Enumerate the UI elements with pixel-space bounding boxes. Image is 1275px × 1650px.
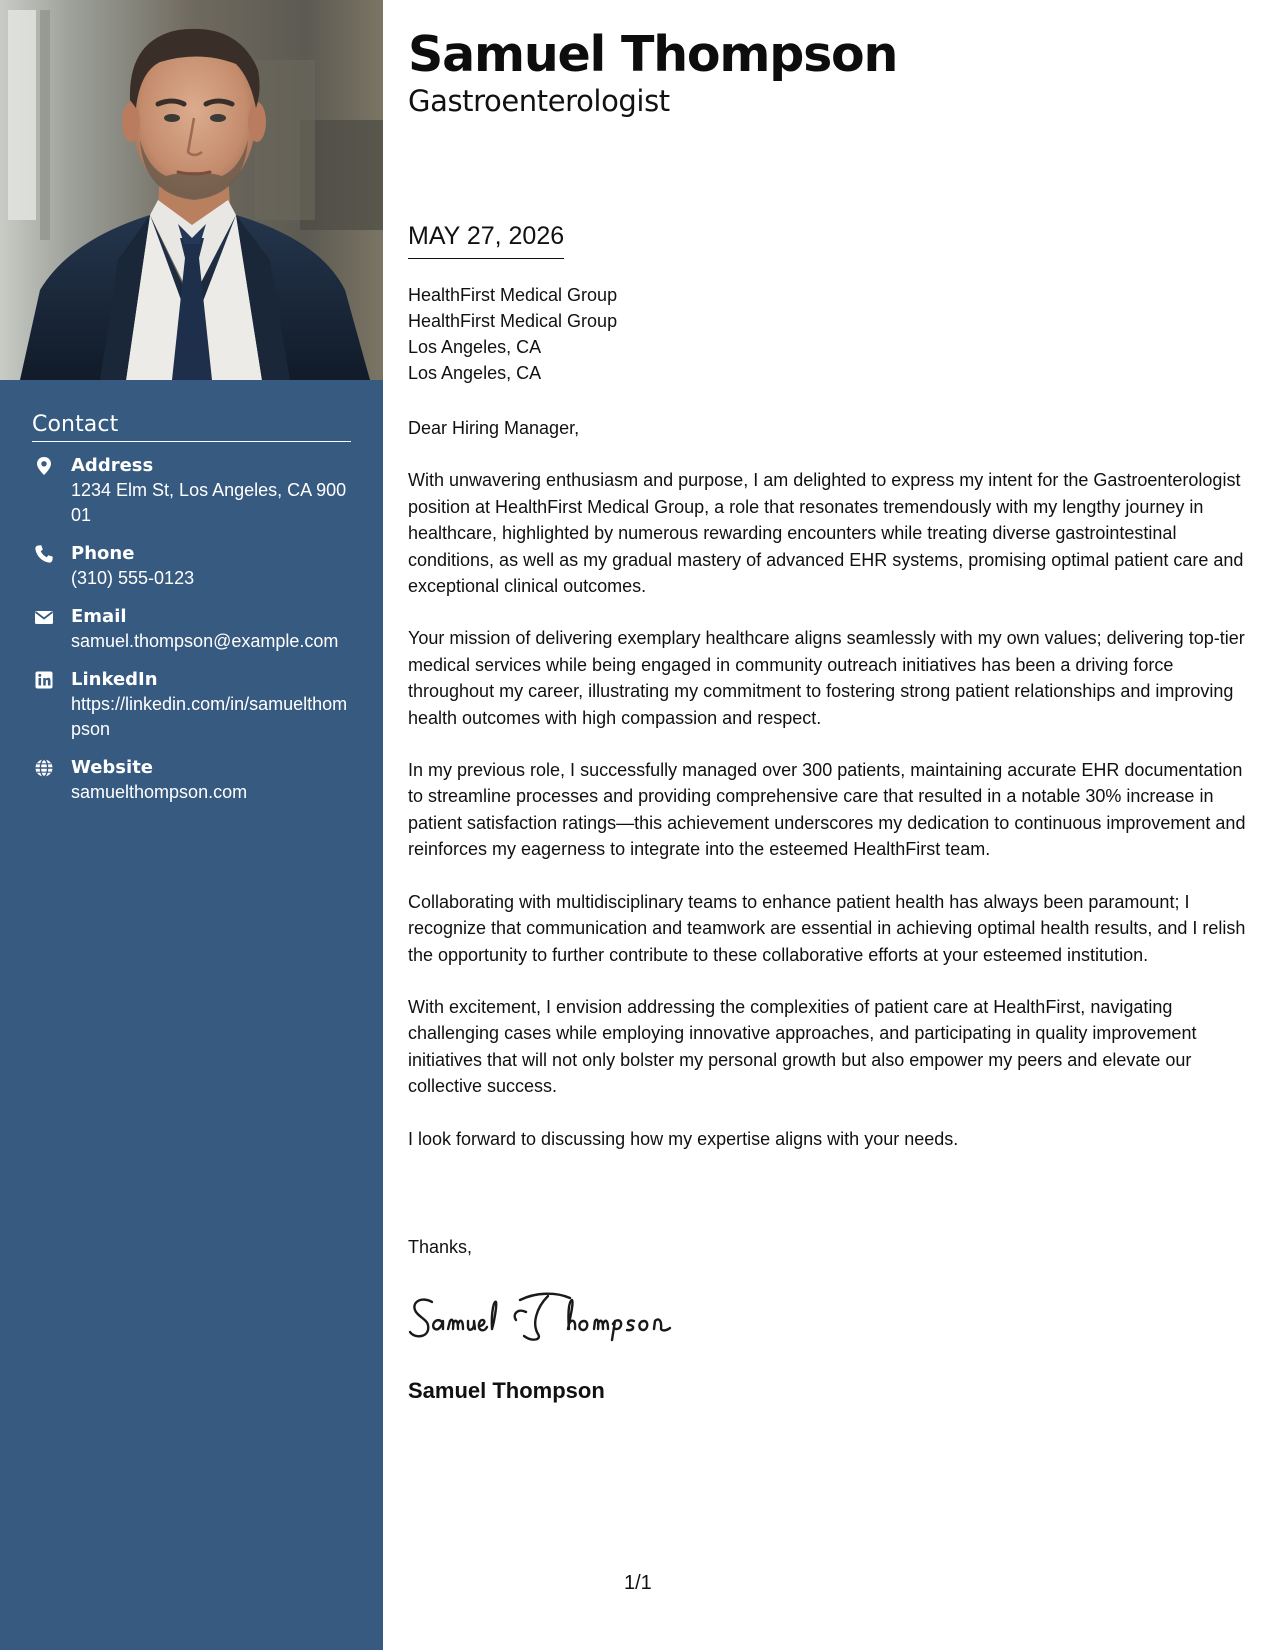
- linkedin-label: LinkedIn: [71, 669, 158, 690]
- contact-heading: Contact: [32, 412, 351, 442]
- address-value: 1234 Elm St, Los Angeles, CA 90001: [71, 480, 347, 525]
- contact-item-email: [32, 605, 351, 654]
- page-number: 1/1: [624, 1572, 652, 1594]
- phone-label: Phone: [71, 543, 135, 564]
- closing: Thanks,: [408, 1237, 473, 1257]
- applicant-role: Gastroenterologist: [408, 84, 670, 118]
- recipient-line: HealthFirst Medical Group: [408, 285, 618, 305]
- email-value[interactable]: samuel.thompson@example.com: [71, 631, 339, 651]
- contact-section: [32, 412, 351, 805]
- contact-item-phone: [32, 542, 351, 591]
- map-pin-icon: [34, 456, 54, 476]
- phone-value: (310) 555-0123: [71, 568, 195, 588]
- contact-item-website: [32, 756, 351, 805]
- email-label: Email: [71, 606, 127, 627]
- website-value[interactable]: samuelthompson.com: [71, 782, 248, 802]
- applicant-name: Samuel Thompson: [408, 26, 898, 83]
- letter-paragraph: I look forward to discussing how my expertise aligns with your needs.: [408, 1128, 959, 1149]
- recipient-line: Los Angeles, CA: [408, 363, 542, 383]
- contact-item-linkedin: [32, 668, 351, 742]
- phone-icon: [34, 544, 54, 564]
- profile-photo: [0, 0, 383, 380]
- letter-content: [408, 415, 1253, 1178]
- recipient-address: [408, 282, 617, 386]
- globe-icon: [34, 758, 54, 778]
- handwritten-signature: [408, 1288, 683, 1344]
- letter-paragraph: In my previous role, I successfully managed over 300 patients, maintaining accurate EHR documentation to streamline processes and providing comprehensive care that resulted in a notable 30% increase in patient satisfaction ratings—this achievement underscores my dedication to continuous improvement and reinforces my eagerness to integrate into the esteemed HealthFirst team.: [408, 760, 1246, 860]
- recipient-line: Los Angeles, CA: [408, 337, 542, 357]
- envelope-icon: [34, 607, 54, 627]
- letter-paragraph: Collaborating with multidisciplinary teams to enhance patient health has always been paramount; I recognize that communication and teamwork are essential in achieving optimal health results, and I relish the opportunity to further contribute to these collaborative efforts at your esteemed institution.: [408, 891, 1246, 965]
- website-label: Website: [71, 757, 154, 778]
- linkedin-icon: [34, 670, 54, 690]
- letter-paragraph: With excitement, I envision addressing the complexities of patient care at HealthFirst, navigating challenging cases while employing innovative approaches, and participating in quality improvement initiatives that will not only bolster my personal growth but also empower my peers and elevate our collective success.: [408, 996, 1197, 1097]
- contact-item-address: [32, 454, 351, 528]
- letter-paragraph: With unwavering enthusiasm and purpose, I am delighted to express my intent for the Gastroenterologist position at HealthFirst Medical Group, a role that resonates tremendously with my lengthy journey in healthcare, highlighted by numerous rewarding encounters while treating diverse gastrointestinal conditions, as well as my gradual mastery of advanced EHR systems, promising optimal patient care and exceptional clinical outcomes.: [408, 470, 1244, 597]
- letter-date: MAY 27, 2026: [408, 222, 564, 259]
- linkedin-value[interactable]: https://linkedin.com/in/samuelthompson: [71, 694, 348, 739]
- recipient-line: HealthFirst Medical Group: [408, 311, 618, 331]
- salutation: Dear Hiring Manager,: [408, 418, 580, 438]
- signer-name: Samuel Thompson: [408, 1378, 605, 1403]
- sidebar: [0, 0, 383, 1650]
- address-label: Address: [71, 455, 154, 476]
- letter-paragraph: Your mission of delivering exemplary healthcare aligns seamlessly with my own values; delivering top-tier medical services while being engaged in community outreach initiatives has been a driving force throughout my career, illustrating my commitment to fostering strong patient relationships and improving health outcomes with high compassion and respect.: [408, 628, 1245, 728]
